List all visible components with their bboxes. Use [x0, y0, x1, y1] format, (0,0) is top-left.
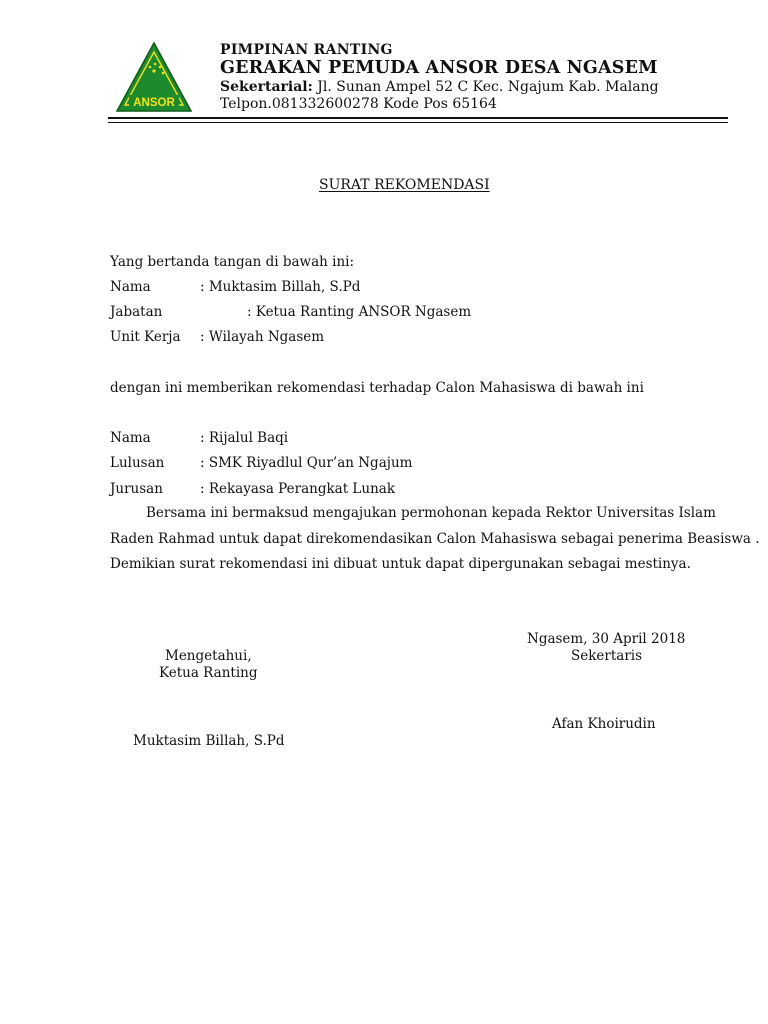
statement-text: dengan ini memberikan rekomendasi terhadap Calon Mahasiswa di bawah ini [110, 380, 644, 396]
signer-name-value: : Muktasim Billah, S.Pd [200, 279, 361, 295]
header-rule-thin [108, 122, 728, 123]
body-line-1: Bersama ini bermaksud mengajukan permohonan kepada Rektor Universitas Islam [146, 505, 716, 521]
secretary-name: Afan Khoirudin [552, 716, 656, 732]
logo-text: ANSOR [133, 97, 175, 109]
signer-name-label: Nama [110, 279, 151, 295]
candidate-school-label: Lulusan [110, 455, 165, 471]
chair-role: Ketua Ranting [159, 665, 258, 681]
ansor-logo [114, 40, 194, 114]
intro-text: Yang bertanda tangan di bawah ini: [110, 254, 355, 270]
signer-unit-value: : Wilayah Ngasem [200, 329, 325, 345]
secretariat-label: Sekertarial: [220, 79, 313, 95]
secretariat-address: Jl. Sunan Ampel 52 C Kec. Ngajum Kab. Malang [312, 79, 659, 95]
candidate-major-value: : Rekayasa Perangkat Lunak [200, 481, 395, 497]
phone-line: Telpon.081332600278 Kode Pos 65164 [220, 96, 497, 112]
org-name: GERAKAN PEMUDA ANSOR DESA NGASEM [220, 58, 658, 78]
secretary-role: Sekertaris [571, 648, 643, 664]
signer-position-label: Jabatan [110, 304, 163, 320]
header-rule-thick [108, 117, 728, 119]
secretariat-line [220, 79, 659, 95]
signer-unit-label: Unit Kerja [110, 329, 181, 345]
chair-name: Muktasim Billah, S.Pd [133, 733, 285, 749]
place-date: Ngasem, 30 April 2018 [527, 631, 686, 647]
org-level-line: PIMPINAN RANTING [220, 42, 393, 58]
acknowledged-label: Mengetahui, [165, 648, 252, 664]
signer-position-value: : Ketua Ranting ANSOR Ngasem [247, 304, 472, 320]
candidate-major-label: Jurusan [110, 481, 163, 497]
candidate-school-value: : SMK Riyadlul Qur’an Ngajum [200, 455, 413, 471]
letter-title: SURAT REKOMENDASI [319, 177, 490, 193]
body-line-2: Raden Rahmad untuk dapat direkomendasikan Calon Mahasiswa sebagai penerima Beasiswa . [110, 531, 760, 547]
candidate-name-label: Nama [110, 430, 151, 446]
body-line-3: Demikian surat rekomendasi ini dibuat untuk dapat dipergunakan sebagai mestinya. [110, 556, 691, 572]
candidate-name-value: : Rijalul Baqi [200, 430, 289, 446]
